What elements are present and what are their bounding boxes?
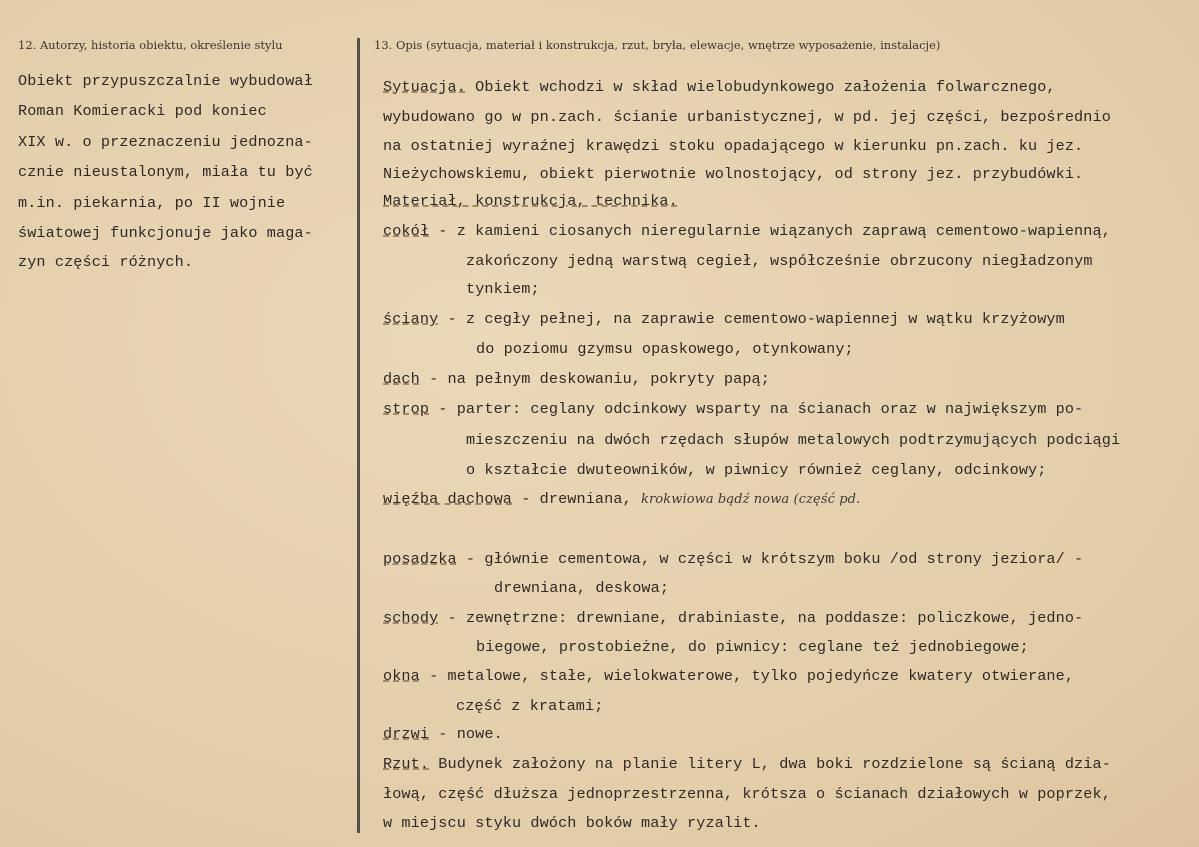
dach-line: dach - na pełnym deskowaniu, pokryty papą; <box>383 370 770 388</box>
section-12-header: 12. Autorzy, historia obiektu, określenie stylu <box>18 38 283 52</box>
okna-label: okna <box>383 667 420 685</box>
posadzka-line: posadzka - głównie cementowa, w części w krótszym boku /od strony jeziora/ - <box>383 550 1084 568</box>
wiezba-label: więźba dachowa <box>383 490 512 508</box>
situation-line: na ostatniej wyraźnej krawędzi stoku opadającego w kierunku pn.zach. ku jez. <box>383 137 1084 155</box>
situation-line: Nieżychowskiemu, obiekt pierwotnie wolnostojący, od strony jez. przybudówki. <box>383 165 1084 183</box>
okna-line: okna - metalowe, stałe, wielokwaterowe, tylko pojedyńcze kwatery otwierane, <box>383 667 1075 685</box>
sciany-line: ściany - z cegły pełnej, na zaprawie cementowo-wapiennej w wątku krzyżowym <box>383 310 1065 328</box>
schody-line: biegowe, prostobieżne, do piwnicy: ceglane też jednobiegowe; <box>476 638 1029 656</box>
history-line: zyn części różnych. <box>18 253 194 271</box>
section-13-header: 13. Opis (sytuacja, materiał i konstrukcja, rzut, bryła, elewacje, wnętrze wyposażenie, instalacje) <box>374 38 941 52</box>
sciany-label: ściany <box>383 310 439 328</box>
dach-label: dach <box>383 370 420 388</box>
rzut-line: łową, część dłuższa jednoprzestrzenna, krótsza o ścianach działowych w poprzek, <box>383 785 1111 803</box>
history-line: cznie nieustalonym, miała tu być <box>18 163 313 181</box>
material-heading: Materiał, konstrukcja, technika. <box>383 192 678 210</box>
history-line: Roman Komieracki pod koniec <box>18 102 267 120</box>
cokol-label: cokół <box>383 222 430 240</box>
drzwi-line: drzwi - nowe. <box>383 725 503 743</box>
schody-line: schody - zewnętrzne: drewniane, drabiniaste, na poddasze: policzkowe, jedno- <box>383 609 1084 627</box>
history-line: Obiekt przypuszczalnie wybudował <box>18 72 313 90</box>
strop-label: strop <box>383 400 430 418</box>
strop-line: mieszczeniu na dwóch rzędach słupów metalowych podtrzymujących podciągi <box>466 431 1121 449</box>
history-line: XIX w. o przeznaczeniu jednozna- <box>18 133 313 151</box>
drzwi-label: drzwi <box>383 725 430 743</box>
posadzka-line: drewniana, deskowa; <box>494 579 670 597</box>
column-divider <box>357 38 360 833</box>
history-line: m.in. piekarnia, po II wojnie <box>18 194 286 212</box>
sciany-line: do poziomu gzymsu opaskowego, otynkowany; <box>476 340 854 358</box>
posadzka-label: posadzka <box>383 550 457 568</box>
cokol-line: cokół - z kamieni ciosanych nieregularnie wiązanych zaprawą cementowo-wapienną, <box>383 222 1111 240</box>
cokol-line: zakończony jedną warstwą cegieł, współcześnie obrzucony niegładzonym <box>466 252 1093 270</box>
rzut-line: Rzut. Budynek założony na planie litery L, dwa boki rozdzielone są ścianą dzia- <box>383 755 1111 773</box>
handwritten-note: krokwiowa bądź nowa (część pd. <box>641 492 861 507</box>
situation-line: Sytuacja. Obiekt wchodzi w skład wielobudynkowego założenia folwarcznego, <box>383 78 1056 96</box>
history-line: światowej funkcjonuje jako maga- <box>18 224 313 242</box>
situation-line: wybudowano go w pn.zach. ścianie urbanistycznej, w pd. jej części, bezpośrednio <box>383 108 1111 126</box>
strop-line: o kształcie dwuteowników, w piwnicy również ceglany, odcinkowy; <box>466 461 1047 479</box>
rzut-label: Rzut. <box>383 755 430 773</box>
wiezba-line: więźba dachowa - drewniana, krokwiowa bądź nowa (część pd. <box>383 490 861 508</box>
cokol-line: tynkiem; <box>466 280 540 298</box>
okna-line: część z kratami; <box>456 697 604 715</box>
rzut-line: w miejscu styku dwóch boków mały ryzalit. <box>383 814 761 832</box>
situation-label: Sytuacja. <box>383 78 466 96</box>
strop-line: strop - parter: ceglany odcinkowy wsparty na ścianach oraz w największym po- <box>383 400 1084 418</box>
schody-label: schody <box>383 609 439 627</box>
